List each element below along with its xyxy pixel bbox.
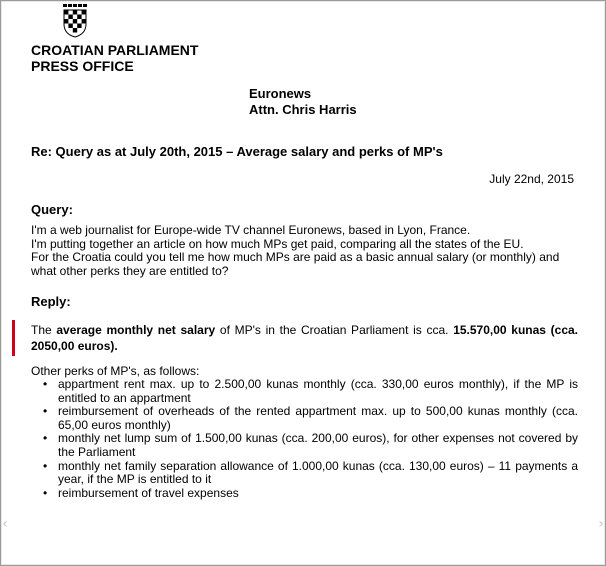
query-line-1: I'm a web journalist for Europe-wide TV channel Euronews, based in Lyon, France. xyxy=(31,223,471,237)
letterhead-line-2: PRESS OFFICE xyxy=(31,58,134,74)
chevron-left-icon[interactable]: ‹ xyxy=(2,516,8,532)
perk-text: monthly net lump sum of 1.500,00 kunas (cca. 200,00 euros), for other expenses not covered by the Parliament xyxy=(58,431,578,459)
chevron-right-icon[interactable]: › xyxy=(598,516,604,532)
letterhead xyxy=(31,42,198,74)
letterhead-line-1: CROATIAN PARLIAMENT xyxy=(31,42,199,58)
reply-salary-amount: 15.570,00 kunas (cca. 2050,00 euros). xyxy=(31,323,578,353)
reply-salary-term: average monthly net salary xyxy=(56,323,216,337)
reply-salary-paragraph xyxy=(31,322,578,354)
list-item xyxy=(31,460,578,487)
bullet-icon: • xyxy=(43,404,48,419)
reply-heading: Reply: xyxy=(31,294,71,309)
perk-text: monthly net family separation allowance of 1.000,00 kunas (cca. 130,00 euros) – 11 payments a year, if the MP is entitled to it xyxy=(58,458,578,487)
list-item xyxy=(31,432,578,459)
perk-text: reimbursement of travel expenses xyxy=(58,485,239,500)
reply-text-middle: of MP's in the Croatian Parliament is cca. xyxy=(215,323,454,337)
recipient-attn: Attn. Chris Harris xyxy=(249,102,357,117)
list-item xyxy=(31,378,578,405)
subject-line: Re: Query as at July 20th, 2015 – Average salary and perks of MP's xyxy=(31,144,443,159)
reply-text-prefix: The xyxy=(31,323,57,337)
bullet-icon: • xyxy=(43,377,48,391)
perk-text: appartment rent max. up to 2.500,00 kunas monthly (cca. 330,00 euros monthly), if the MP is entitled to an appartment xyxy=(58,377,578,405)
list-item xyxy=(31,405,578,432)
query-heading: Query: xyxy=(31,202,73,217)
perk-text: reimbursement of overheads of the rented appartment max. up to 500,00 kunas monthly (cca. 65,00 euros monthly) xyxy=(58,404,578,432)
bullet-icon: • xyxy=(43,485,48,500)
recipient-name: Euronews xyxy=(249,86,312,101)
change-marker xyxy=(12,320,15,356)
query-body xyxy=(31,224,581,278)
bullet-icon: • xyxy=(43,431,48,446)
perks-list xyxy=(31,378,578,500)
perks-intro: Other perks of MP's, as follows: xyxy=(31,364,200,378)
bullet-icon: • xyxy=(43,458,48,473)
recipient-block xyxy=(249,86,357,118)
list-item xyxy=(31,487,578,501)
letter-date: July 22nd, 2015 xyxy=(489,172,574,186)
coat-of-arms-icon xyxy=(62,4,88,38)
query-line-2: I'm putting together an article on how much MPs get paid, comparing all the states of the EU. xyxy=(31,236,524,251)
query-line-3: For the Croatia could you tell me how much MPs are paid as a basic annual salary (or monthly) and what other perks they are entitled to? xyxy=(31,250,560,278)
